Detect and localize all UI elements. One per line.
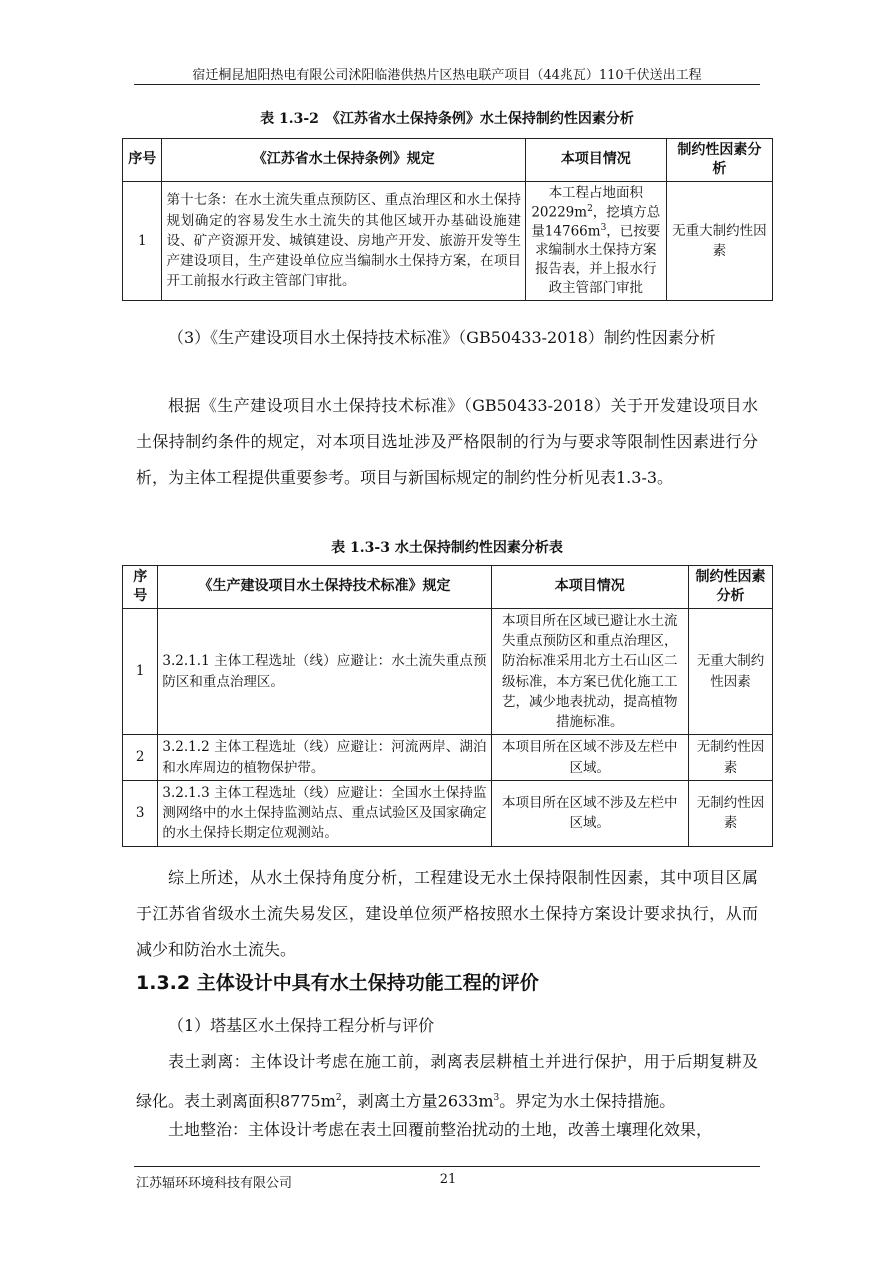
table1-header-no: 序号 (123, 139, 162, 182)
table1-header-factor: 制约性因素分析 (666, 139, 772, 182)
table2-cell-rule: 3.2.1.3 主体工程选址（线）应避让：全国水土保持监测网络中的水土保持监测站点、重点试验区及国家确定的水土保持长期定位观测站。 (158, 780, 491, 846)
topsoil-part-c: 。界定为水土保持措施。 (499, 1091, 676, 1111)
footer-company: 江苏辐环环境科技有限公司 (136, 1176, 293, 1191)
table1-header-row (123, 139, 773, 182)
paragraph-tower-area: （1）塔基区水土保持工程分析与评价 (168, 1016, 435, 1035)
section-heading: 1.3.2 主体设计中具有水土保持功能工程的评价 (136, 972, 539, 994)
table2-cell-rule: 3.2.1.2 主体工程选址（线）应避让：河流两岸、湖泊和水库周边的植物保护带。 (158, 735, 491, 781)
topsoil-part-a: 表土剥离：主体设计考虑在施工前，剥离表层耕植土并进行保护，用于后期复耕及绿化。表土剥离面积8775m (136, 1052, 758, 1111)
table2-cell-rule: 3.2.1.1 主体工程选址（线）应避让：水土流失重点预防区和重点治理区。 (158, 608, 491, 735)
paragraph-basis: 根据《生产建设项目水土保持技术标准》（GB50433-2018）关于开发建设项目水土保持制约条件的规定，对本项目选址涉及严格限制的行为与要求等限制性因素进行分析，为主体工程提供重要参考。项目与新国标规定的制约性分析见表1.3-3。 (136, 396, 758, 487)
table1-cell-factor: 无重大制约性因素 (666, 181, 772, 300)
table-row (123, 608, 773, 735)
table-row (123, 780, 773, 846)
situation-part-c: ，已按要求编制水土保持方案报告表，并上报水行政主管部门审批 (535, 223, 661, 297)
table1 (122, 138, 773, 301)
table1-caption: 表 1.3-2 《江苏省水土保持条例》水土保持制约性因素分析 (260, 111, 634, 127)
sup-2: 2 (587, 203, 593, 214)
table2-cell-no: 1 (123, 608, 158, 735)
header-rule (134, 84, 760, 85)
table2-header-no: 序号 (123, 566, 158, 609)
table2-cell-factor: 无制约性因素 (688, 735, 772, 781)
topsoil-part-b: ，剥离土方量2633m (341, 1091, 494, 1111)
table1-header-rule: 《江苏省水土保持条例》规定 (162, 139, 525, 182)
table2-header-rule: 《生产建设项目水土保持技术标准》规定 (158, 566, 491, 609)
sup-3: 3 (600, 223, 607, 234)
table1-cell-rule: 第十七条：在水土流失重点预防区、重点治理区和水土保持规划确定的容易发生水土流失的其他区域开办基础设施建设、矿产资源开发、城镇建设、房地产开发、旅游开发等生产建设项目，生产建设单位应当编制水土保持方案，在项目开工前报水行政主管部门审批。 (162, 181, 525, 300)
table1-cell-no: 1 (123, 181, 162, 300)
table2-cell-situation: 本项目所在区域已避让水土流失重点预防区和重点治理区，防治标准采用北方土石山区二级标准，本方案已优化施工工艺，减少地表扰动，提高植物措施标准。 (491, 608, 688, 735)
table2-caption: 表 1.3-3 水土保持制约性因素分析表 (331, 540, 563, 556)
table2-cell-situation: 本项目所在区域不涉及左栏中区域。 (491, 735, 688, 781)
table2-cell-situation: 本项目所在区域不涉及左栏中区域。 (491, 780, 688, 846)
table-row (123, 735, 773, 781)
table2 (122, 565, 773, 847)
table1-header-situation: 本项目情况 (525, 139, 666, 182)
situation-part-a: 本工程占地面积20229m (531, 184, 644, 221)
table-row (123, 181, 773, 300)
paragraph-topsoil (136, 1044, 758, 1119)
table1-cell-situation (525, 181, 666, 300)
table2-cell-no: 2 (123, 735, 158, 781)
table2-cell-factor: 无制约性因素 (688, 780, 772, 846)
situation-part-b: ，挖填方总量14766m (531, 204, 661, 240)
page-number: 21 (439, 1172, 457, 1187)
paragraph-summary: 综上所述，从水土保持角度分析，工程建设无水土保持限制性因素，其中项目区属于江苏省省级水土流失易发区，建设单位须严格按照水土保持方案设计要求执行，从而减少和防治水土流失。 (136, 868, 758, 959)
table2-cell-factor: 无重大制约性因素 (688, 608, 772, 735)
table2-header-row (123, 566, 773, 609)
sup-2: 2 (335, 1093, 342, 1103)
table2-header-factor: 制约性因素分析 (688, 566, 772, 609)
table2-header-situation: 本项目情况 (491, 566, 688, 609)
sup-3: 3 (493, 1093, 500, 1103)
page-header: 宿迁桐昆旭阳热电有限公司沭阳临港供热片区热电联产项目（44兆瓦）110千伏送出工程 (192, 68, 702, 83)
paragraph-3: （3）《生产建设项目水土保持技术标准》（GB50433-2018）制约性因素分析 (168, 328, 716, 347)
paragraph-land-remediation: 土地整治：主体设计考虑在表土回覆前整治扰动的土地，改善土壤理化效果， (168, 1120, 713, 1139)
footer-rule (134, 1166, 760, 1167)
table2-cell-no: 3 (123, 780, 158, 846)
